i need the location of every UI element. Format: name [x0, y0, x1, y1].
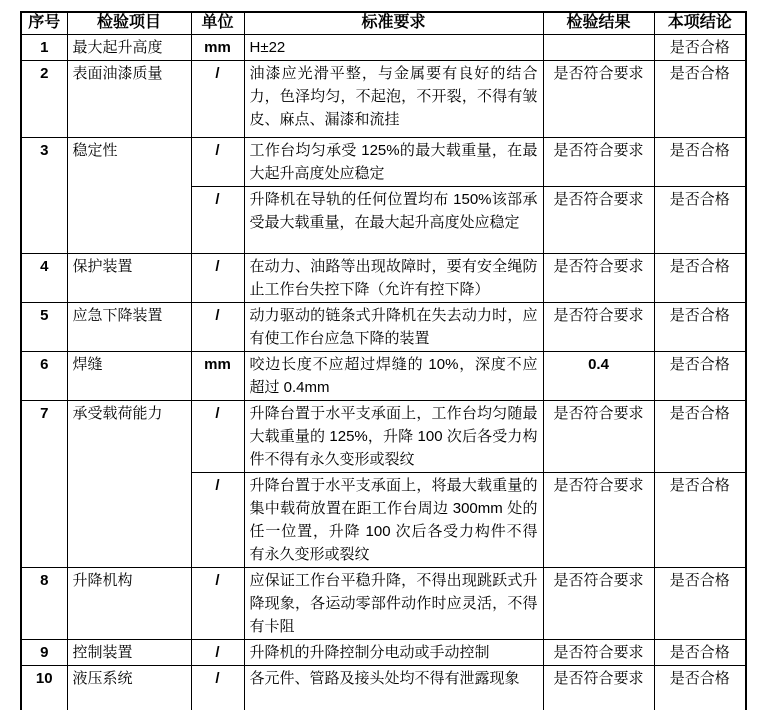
- cell-conclusion: 是否合格: [654, 400, 746, 472]
- cell-unit: /: [191, 302, 244, 351]
- header-result: 检验结果: [543, 12, 654, 34]
- table-row: [21, 665, 746, 710]
- cell-unit: mm: [191, 34, 244, 60]
- table-row: [21, 60, 746, 137]
- cell-result: 是否符合要求: [543, 137, 654, 186]
- table-row: [21, 400, 746, 472]
- cell-conclusion: 是否合格: [654, 186, 746, 253]
- cell-conclusion: 是否合格: [654, 351, 746, 400]
- cell-conclusion: 是否合格: [654, 472, 746, 567]
- header-no: 序号: [21, 12, 67, 34]
- cell-requirement: 升降机的升降控制分电动或手动控制: [244, 639, 543, 665]
- cell-result: 是否符合要求: [543, 567, 654, 639]
- cell-result: 是否符合要求: [543, 302, 654, 351]
- cell-no: 10: [21, 665, 67, 710]
- header-conclusion: 本项结论: [654, 12, 746, 34]
- cell-no: 9: [21, 639, 67, 665]
- cell-requirement: 工作台均匀承受 125%的最大载重量，在最大起升高度处应稳定: [244, 137, 543, 186]
- header-row: [21, 12, 746, 34]
- cell-requirement: 动力驱动的链条式升降机在失去动力时，应有使工作台应急下降的装置: [244, 302, 543, 351]
- cell-requirement: H±22: [244, 34, 543, 60]
- cell-requirement: 咬边长度不应超过焊缝的 10%，深度不应超过 0.4mm: [244, 351, 543, 400]
- table-row: [21, 302, 746, 351]
- cell-item: 承受载荷能力: [67, 400, 191, 567]
- inspection-table: [20, 11, 747, 710]
- cell-conclusion: 是否合格: [654, 253, 746, 302]
- cell-unit: /: [191, 639, 244, 665]
- cell-result: 0.4: [543, 351, 654, 400]
- table-row: [21, 34, 746, 60]
- cell-item: 升降机构: [67, 567, 191, 639]
- cell-requirement: 在动力、油路等出现故障时，要有安全绳防止工作台失控下降（允许有控下降）: [244, 253, 543, 302]
- header-item: 检验项目: [67, 12, 191, 34]
- cell-no: 7: [21, 400, 67, 567]
- cell-requirement: 油漆应光滑平整，与金属要有良好的结合力，色泽均匀，不起泡，不开裂，不得有皱皮、麻点、漏漆和流挂: [244, 60, 543, 137]
- cell-requirement: 各元件、管路及接头处均不得有泄露现象: [244, 665, 543, 710]
- cell-unit: /: [191, 137, 244, 186]
- cell-unit: /: [191, 253, 244, 302]
- cell-conclusion: 是否合格: [654, 567, 746, 639]
- cell-requirement: 升降台置于水平支承面上，工作台均匀随最大载重量的 125%，升降 100 次后各受力构件不得有永久变形或裂纹: [244, 400, 543, 472]
- cell-no: 6: [21, 351, 67, 400]
- table-row: [21, 639, 746, 665]
- cell-item: 焊缝: [67, 351, 191, 400]
- cell-item: 控制装置: [67, 639, 191, 665]
- cell-conclusion: 是否合格: [654, 302, 746, 351]
- cell-item: 保护装置: [67, 253, 191, 302]
- cell-conclusion: 是否合格: [654, 665, 746, 710]
- cell-result: [543, 34, 654, 60]
- cell-result: 是否符合要求: [543, 400, 654, 472]
- cell-no: 3: [21, 137, 67, 253]
- cell-item: 稳定性: [67, 137, 191, 253]
- cell-unit: /: [191, 400, 244, 472]
- cell-no: 2: [21, 60, 67, 137]
- cell-item: 液压系统: [67, 665, 191, 710]
- cell-requirement: 应保证工作台平稳升降，不得出现跳跃式升降现象，各运动零部件动作时应灵活，不得有卡阻: [244, 567, 543, 639]
- cell-requirement: 升降台置于水平支承面上，将最大载重量的集中载荷放置在距工作台周边 300mm 处的任一位置，升降 100 次后各受力构件不得有永久变形或裂纹: [244, 472, 543, 567]
- cell-no: 4: [21, 253, 67, 302]
- cell-result: 是否符合要求: [543, 60, 654, 137]
- cell-conclusion: 是否合格: [654, 137, 746, 186]
- cell-no: 8: [21, 567, 67, 639]
- cell-unit: /: [191, 472, 244, 567]
- cell-no: 5: [21, 302, 67, 351]
- cell-result: 是否符合要求: [543, 665, 654, 710]
- cell-item: 最大起升高度: [67, 34, 191, 60]
- cell-item: 表面油漆质量: [67, 60, 191, 137]
- cell-result: 是否符合要求: [543, 472, 654, 567]
- header-unit: 单位: [191, 12, 244, 34]
- header-requirement: 标准要求: [244, 12, 543, 34]
- cell-conclusion: 是否合格: [654, 639, 746, 665]
- cell-unit: /: [191, 665, 244, 710]
- cell-conclusion: 是否合格: [654, 34, 746, 60]
- cell-item: 应急下降装置: [67, 302, 191, 351]
- cell-unit: mm: [191, 351, 244, 400]
- cell-result: 是否符合要求: [543, 253, 654, 302]
- cell-result: 是否符合要求: [543, 186, 654, 253]
- cell-no: 1: [21, 34, 67, 60]
- cell-conclusion: 是否合格: [654, 60, 746, 137]
- table-row: [21, 137, 746, 186]
- table-row: [21, 567, 746, 639]
- cell-result: 是否符合要求: [543, 639, 654, 665]
- table-row: [21, 351, 746, 400]
- cell-unit: /: [191, 60, 244, 137]
- cell-unit: /: [191, 567, 244, 639]
- cell-unit: /: [191, 186, 244, 253]
- cell-requirement: 升降机在导轨的任何位置均布 150%该部承受最大载重量，在最大起升高度处应稳定: [244, 186, 543, 253]
- table-row: [21, 253, 746, 302]
